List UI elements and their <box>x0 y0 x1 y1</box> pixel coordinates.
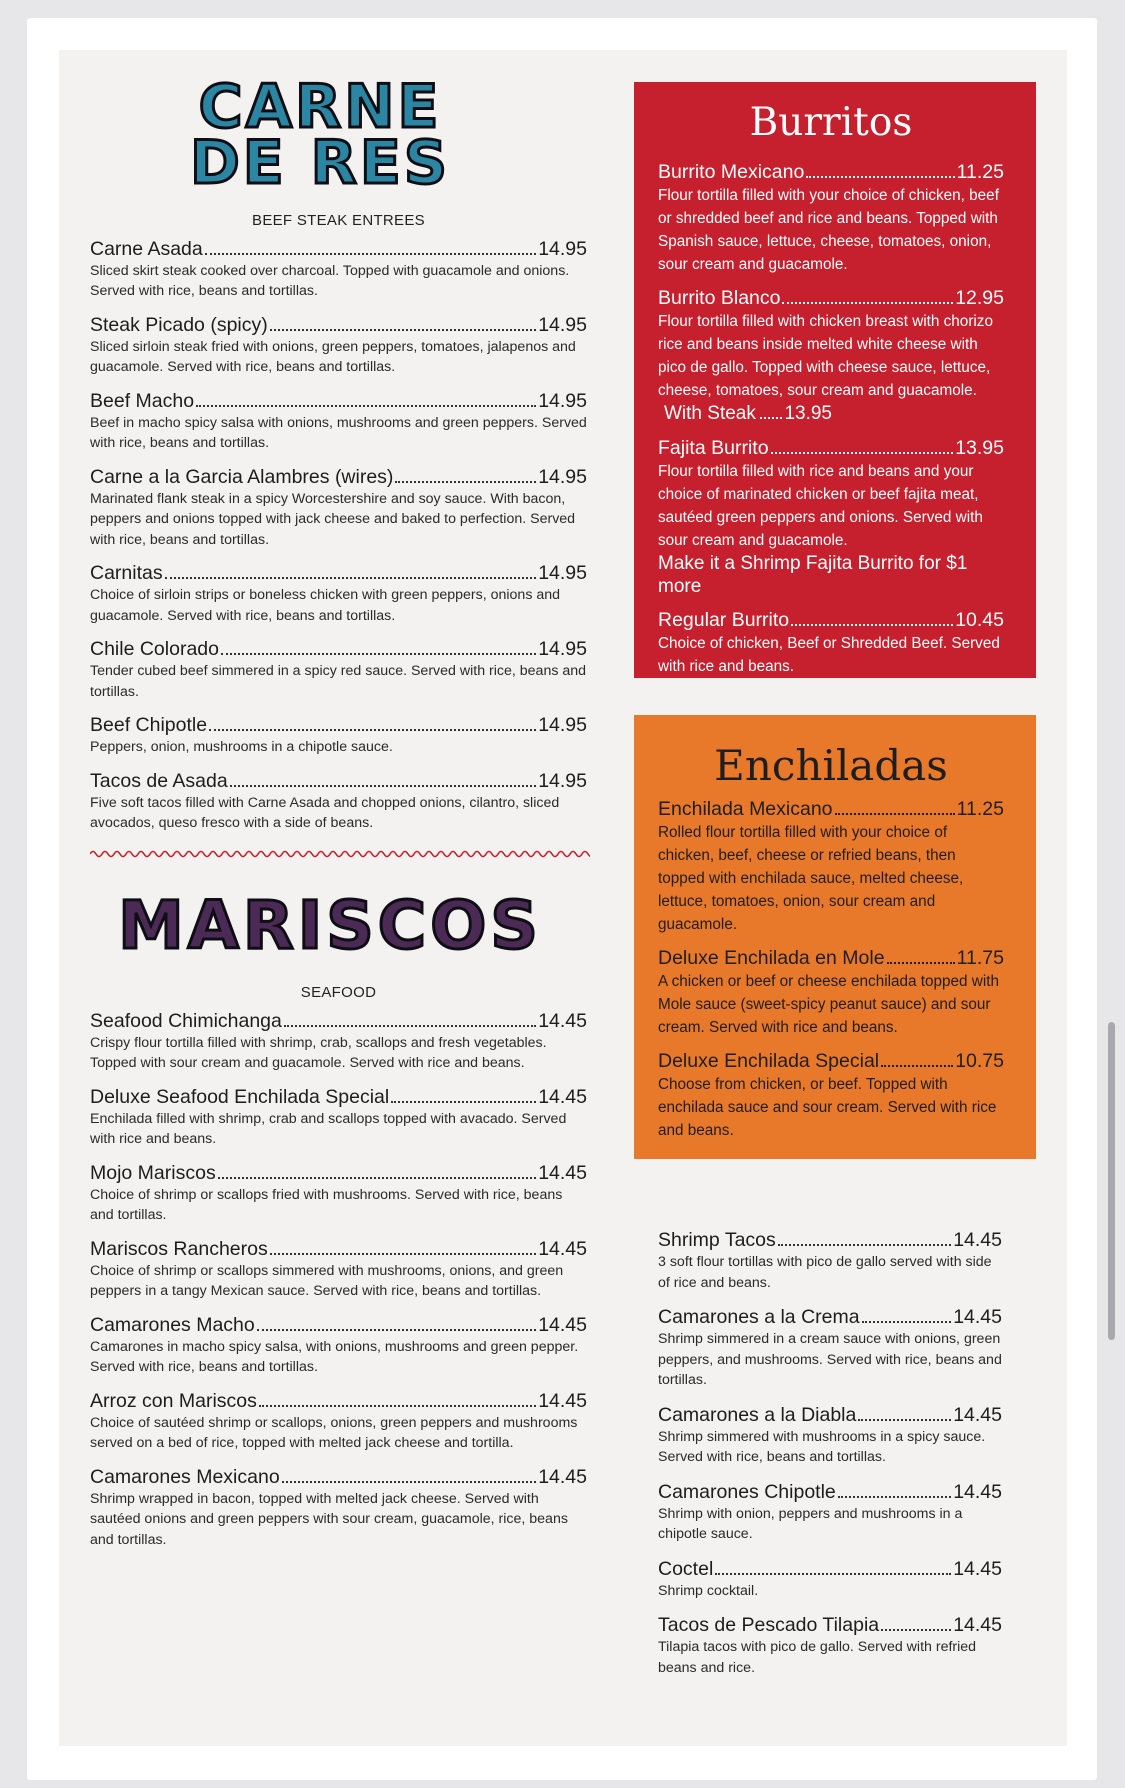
menu-item-price: 14.45 <box>538 1237 587 1260</box>
menu-item-description <box>658 1504 1002 1545</box>
menu-item-description-text: Sliced sirloin steak fried with onions, green peppers, tomatoes, jalapenos and guacamole. Served with rice, beans and tortillas. <box>90 338 576 376</box>
menu-item-header <box>90 561 587 585</box>
menu-item-description-text: Flour tortilla filled with your choice of chicken, beef or shredded beef and rice and beans. Topped with Spanish sauce, lettuce, cheese, tomatoes, onion, sour cream and guacamole. <box>658 187 999 273</box>
menu-item-description-text: Marinated flank steak in a spicy Worcestershire and soy sauce. With bacon, peppers and onions topped with jack cheese and baked to perfection. Served with rice, beans and tortillas. <box>90 490 576 548</box>
menu-item <box>90 1389 587 1454</box>
menu-item-description <box>658 970 1004 1039</box>
menu-item-header <box>658 286 1004 310</box>
menu-item-description <box>658 1637 1002 1678</box>
menu-item-description-text: Choice of sautéed shrimp or scallops, onions, green peppers and mushrooms served on a bed of rice, topped with melted jack cheese and tortilla. <box>90 1414 578 1452</box>
menu-item-name: Carnitas <box>90 562 163 585</box>
seafood-right-list <box>658 1228 1002 1678</box>
menu-item-header <box>90 769 587 793</box>
mariscos-item-list <box>90 1009 587 1551</box>
menu-item <box>658 1305 1002 1391</box>
menu-item <box>658 1403 1002 1468</box>
menu-item-description-text: Shrimp wrapped in bacon, topped with melted jack cheese. Served with sautéed onions and green peppers with sour cream, guacamole, rice, beans and tortillas. <box>90 1490 568 1548</box>
menu-item-header <box>90 1237 587 1261</box>
dot-leader <box>230 785 537 787</box>
menu-item-price: 14.95 <box>538 714 587 737</box>
menu-item-name: Carne a la Garcia Alambres (wires) <box>90 465 394 488</box>
menu-item <box>90 769 587 834</box>
enchiladas-box <box>634 715 1036 1159</box>
dot-leader <box>205 253 536 255</box>
dot-leader <box>887 962 955 964</box>
menu-item-description-text: Sliced skirt steak cooked over charcoal. Topped with guacamole and onions. Served with rice, beans and tortillas. <box>90 262 570 300</box>
menu-item <box>658 1228 1002 1293</box>
menu-item-description <box>90 1033 587 1074</box>
dot-leader <box>835 813 955 815</box>
menu-item-description-text: Peppers, onion, mushrooms in a chipotle sauce. <box>90 739 393 756</box>
menu-item <box>658 160 1004 276</box>
menu-item-name: Chile Colorado <box>90 638 219 661</box>
menu-item-price: 14.95 <box>538 313 587 336</box>
menu-item-header <box>658 1557 1002 1581</box>
menu-item <box>90 713 587 758</box>
menu-item-name: Tacos de Asada <box>90 769 228 792</box>
menu-item-price: 14.45 <box>953 1229 1002 1251</box>
menu-item-price: 14.45 <box>538 1009 587 1032</box>
carne-item-list <box>90 237 587 834</box>
menu-item <box>90 561 587 626</box>
menu-item-header <box>90 637 587 661</box>
menu-item-name: Arroz con Mariscos <box>90 1389 257 1412</box>
menu-item-description <box>90 1185 587 1226</box>
menu-item-price: 14.45 <box>953 1306 1002 1328</box>
menu-item-description-text: Shrimp with onion, peppers and mushrooms in a chipotle sauce. <box>658 1505 963 1542</box>
menu-item-description <box>90 1109 587 1150</box>
menu-item-description-text: Choice of chicken, Beef or Shredded Beef. Served with rice and beans. <box>658 635 1000 675</box>
dot-leader <box>881 1065 953 1067</box>
menu-item-price: 14.95 <box>538 237 587 260</box>
menu-item-description <box>90 661 587 702</box>
menu-item-price: 14.95 <box>538 562 587 585</box>
dot-leader <box>782 302 953 304</box>
menu-item-header <box>90 1009 587 1033</box>
burritos-box <box>634 82 1036 678</box>
menu-item-price: 14.45 <box>538 1465 587 1488</box>
dot-leader <box>259 1405 536 1407</box>
menu-item-price: 14.95 <box>538 465 587 488</box>
menu-item <box>90 465 587 551</box>
menu-item-header <box>90 465 587 489</box>
menu-item-name: Coctel <box>658 1557 714 1580</box>
menu-item <box>90 313 587 378</box>
menu-item-description <box>658 1073 1004 1142</box>
menu-item-header <box>658 1228 1002 1252</box>
menu-item-header <box>90 313 587 337</box>
extra-option <box>664 402 832 425</box>
dot-leader <box>862 1321 952 1323</box>
dot-leader <box>791 624 953 626</box>
menu-item-description <box>90 1261 587 1302</box>
menu-item-description <box>658 632 1004 678</box>
menu-item-name: Camarones a la Diabla <box>658 1403 857 1426</box>
menu-item-description-text: Rolled flour tortilla filled with your choice of chicken, beef, cheese or refried beans, then topped with enchilada sauce, melted cheese, lettuce, tomatoes, onion, sour cream and guacamole. <box>658 824 964 933</box>
menu-item-name: Deluxe Enchilada en Mole <box>658 947 885 969</box>
carne-title-line2: DE RES <box>189 127 451 198</box>
menu-item-description <box>90 1413 587 1454</box>
menu-item-name: Shrimp Tacos <box>658 1229 776 1251</box>
menu-item-price: 14.95 <box>538 389 587 412</box>
menu-item-description-text: Tender cubed beef simmered in a spicy red sauce. Served with rice, beans and tortillas. <box>90 663 587 700</box>
menu-item <box>658 286 1004 426</box>
menu-item-description-text: Shrimp simmered with mushrooms in a spicy sauce. Served with rice, beans and tortillas. <box>658 1428 986 1465</box>
menu-item-price: 14.95 <box>538 769 587 792</box>
menu-item <box>658 1613 1002 1678</box>
dot-leader <box>778 1244 951 1246</box>
menu-item-name: Tacos de Pescado Tilapia <box>658 1614 880 1636</box>
dot-leader <box>257 1329 536 1331</box>
menu-item-name: Camarones Macho <box>90 1313 255 1336</box>
menu-item-header <box>90 1161 587 1185</box>
menu-item-description-text: Enchilada filled with shrimp, crab and scallops topped with avacado. Served with rice and beans. <box>90 1110 567 1148</box>
menu-item <box>90 237 587 302</box>
menu-item-price: 14.45 <box>538 1313 587 1336</box>
menu-item-description <box>658 821 1004 936</box>
menu-item <box>90 1465 587 1551</box>
menu-item-price: 14.45 <box>538 1085 587 1108</box>
menu-item-name: Deluxe Seafood Enchilada Special <box>90 1085 390 1108</box>
dot-leader <box>395 481 536 483</box>
menu-item <box>90 1009 587 1074</box>
upgrade-note: Make it a Shrimp Fajita Burrito for $1 more <box>658 553 968 597</box>
dot-leader <box>806 176 954 178</box>
menu-item <box>658 1557 1002 1602</box>
menu-item-description <box>658 1329 1002 1391</box>
menu-item-description <box>658 1427 1002 1468</box>
dot-leader <box>221 653 536 655</box>
menu-item-price: 14.45 <box>538 1161 587 1184</box>
menu-item-price: 10.45 <box>955 609 1004 631</box>
carne-subtitle: BEEF STEAK ENTREES <box>252 211 425 229</box>
dot-leader <box>218 1177 536 1179</box>
menu-item <box>90 389 587 454</box>
dot-leader <box>270 1253 536 1255</box>
menu-item-name: Deluxe Enchilada Special <box>658 1050 880 1072</box>
menu-item-header <box>658 946 1004 970</box>
carne-title-line1: CARNE <box>198 72 442 142</box>
menu-item-price: 11.75 <box>956 947 1004 969</box>
menu-item-price: 13.95 <box>955 437 1004 459</box>
mariscos-title: MARISCOS <box>118 886 542 964</box>
mariscos-subtitle: SEAFOOD <box>300 983 377 1001</box>
extra-option-label: With Steak <box>664 403 756 424</box>
menu-item-description <box>658 1581 1002 1602</box>
menu-item <box>90 1313 587 1378</box>
menu-item-name: Camarones Chipotle <box>658 1480 836 1503</box>
menu-item-header <box>90 713 587 737</box>
menu-item-description <box>90 737 587 758</box>
menu-item-price: 14.45 <box>953 1614 1002 1636</box>
menu-item-description-text: 3 soft flour tortillas with pico de gallo served with side of rice and beans. <box>658 1254 992 1291</box>
dot-leader <box>209 729 536 731</box>
menu-item-price: 11.25 <box>956 161 1004 183</box>
menu-item-description-text: Beef in macho spicy salsa with onions, mushrooms and green peppers. Served with rice, beans and tortillas. <box>90 414 587 452</box>
menu-item-price: 14.45 <box>953 1480 1002 1503</box>
menu-item-header <box>658 797 1004 821</box>
menu-item-description-text: Camarones in macho spicy salsa, with onions, mushrooms and green pepper. Served with rice, beans and tortillas. <box>90 1338 579 1376</box>
extra-option-price: 13.95 <box>784 403 832 424</box>
enchiladas-title: Enchiladas <box>714 741 948 790</box>
menu-item-name: Burrito Blanco <box>658 287 781 309</box>
menu-item <box>658 436 1004 598</box>
carne-de-res-title <box>110 72 530 198</box>
menu-item-description-text: Choice of sirloin strips or boneless chicken with green peppers, onions and guacamole. Served with rice, beans and tortillas. <box>90 587 561 624</box>
menu-item <box>658 608 1004 678</box>
menu-item-header <box>658 1480 1002 1504</box>
dot-leader <box>391 1101 536 1103</box>
menu-item-description <box>90 413 587 454</box>
menu-item-description <box>658 460 1004 552</box>
menu-item <box>90 1237 587 1302</box>
wavy-divider <box>90 848 590 860</box>
menu-item-price: 14.95 <box>538 638 587 661</box>
menu-item-description-text: Shrimp cocktail. <box>658 1582 759 1599</box>
menu-item-description <box>90 337 587 378</box>
menu-item-name: Steak Picado (spicy) <box>90 313 268 336</box>
menu-item-header <box>658 1613 1002 1637</box>
enchiladas-item-list <box>658 797 1004 1142</box>
menu-item-description <box>658 184 1004 276</box>
menu-item <box>658 1049 1004 1142</box>
menu-item-name: Enchilada Mexicano <box>658 798 833 820</box>
menu-item-description-text: Shrimp simmered in a cream sauce with onions, green peppers, and mushrooms. Served with rice, beans and tortillas. <box>658 1331 1002 1388</box>
dot-leader <box>196 405 536 407</box>
burritos-title: Burritos <box>749 100 913 145</box>
dot-leader <box>760 417 783 419</box>
menu-item-description-text: Flour tortilla filled with rice and beans and your choice of marinated chicken or beef fajita meat, sautéed green peppers and onions. Served with sour cream and guacamole. <box>658 463 983 549</box>
menu-item-header <box>90 389 587 413</box>
menu-item-header <box>90 1465 587 1489</box>
menu-item-name: Mojo Mariscos <box>90 1161 216 1184</box>
menu-item-description-text: Choice of shrimp or scallops fried with mushrooms. Served with rice, beans and tortillas. <box>90 1186 563 1224</box>
menu-item-description <box>90 793 587 834</box>
menu-item-description-text: Five soft tacos filled with Carne Asada and chopped onions, cilantro, sliced avocados, queso fresco with a side of beans. <box>90 794 560 832</box>
dot-leader <box>165 577 537 579</box>
menu-item-header <box>658 608 1004 632</box>
menu-item-price: 14.45 <box>953 1403 1002 1426</box>
menu-item-price: 12.95 <box>955 287 1004 309</box>
menu-item-price: 10.75 <box>955 1050 1004 1072</box>
burritos-item-list <box>658 160 1004 678</box>
menu-item-description-text: Choice of shrimp or scallops simmered with mushrooms, onions, and green peppers in a tangy Mexican sauce. Served with rice, beans and tortillas. <box>90 1262 564 1300</box>
menu-item-description <box>90 261 587 302</box>
menu-item-description-text: A chicken or beef or cheese enchilada topped with Mole sauce (sweet-spicy peanut sauce) and sour cream. Served with rice and beans. <box>658 973 1000 1036</box>
menu-item-header <box>90 1313 587 1337</box>
menu-item-description <box>90 1337 587 1378</box>
menu-item-header <box>90 237 587 261</box>
menu-item-description <box>90 1489 587 1551</box>
menu-item-name: Camarones a la Crema <box>658 1306 860 1328</box>
menu-item-header <box>658 1403 1002 1427</box>
menu-item-name: Beef Macho <box>90 389 195 412</box>
menu-item-name: Burrito Mexicano <box>658 161 805 183</box>
menu-item-price: 14.45 <box>953 1557 1002 1580</box>
menu-item-name: Fajita Burrito <box>658 437 769 459</box>
dot-leader <box>270 329 536 331</box>
menu-item-name: Camarones Mexicano <box>90 1465 280 1488</box>
dot-leader <box>715 1573 951 1575</box>
menu-item-price: 14.45 <box>538 1389 587 1412</box>
menu-item <box>90 637 587 702</box>
menu-item-description-text: Tilapia tacos with pico de gallo. Served with refried beans and rice. <box>658 1639 977 1676</box>
menu-item-name: Mariscos Rancheros <box>90 1237 268 1260</box>
dot-leader <box>881 1629 951 1631</box>
dot-leader <box>771 452 954 454</box>
dot-leader <box>838 1496 951 1498</box>
menu-item <box>658 946 1004 1039</box>
menu-item <box>658 797 1004 936</box>
left-column <box>90 72 587 1550</box>
menu-item <box>90 1085 587 1150</box>
menu-item-description <box>90 489 587 551</box>
menu-item-price: 11.25 <box>956 798 1004 820</box>
menu-item-description <box>90 585 587 626</box>
menu-item-header <box>90 1389 587 1413</box>
menu-item <box>90 1161 587 1226</box>
menu-item-name: Beef Chipotle <box>90 714 208 737</box>
menu-item-header <box>658 1049 1004 1073</box>
menu-item-header <box>658 1305 1002 1329</box>
menu-item-description-text: Choose from chicken, or beef. Topped with enchilada sauce and sour cream. Served with rice and beans. <box>658 1076 997 1139</box>
dot-leader <box>284 1025 536 1027</box>
menu-item-description <box>658 310 1004 426</box>
menu-item-description <box>658 1252 1002 1293</box>
menu-item-header <box>658 436 1004 460</box>
menu-item-description-text: Flour tortilla filled with chicken breast with chorizo rice and beans inside melted white cheese with pico de gallo. Topped with cheese sauce, lettuce, cheese, tomatoes, sour cream and guacamole. <box>658 313 993 399</box>
menu-item-header <box>90 1085 587 1109</box>
scrollbar-thumb[interactable] <box>1108 1022 1115 1340</box>
menu-item-name: Regular Burrito <box>658 609 790 631</box>
dot-leader <box>858 1419 951 1421</box>
menu-item-name: Seafood Chimichanga <box>90 1009 282 1032</box>
menu-item <box>658 1480 1002 1545</box>
menu-item-header <box>658 160 1004 184</box>
menu-item-description-text: Crispy flour tortilla filled with shrimp, crab, scallops and fresh vegetables. Topped with sour cream and guacamole. Served with rice and beans. <box>90 1034 547 1072</box>
menu-item-name: Carne Asada <box>90 237 203 260</box>
dot-leader <box>282 1481 537 1483</box>
